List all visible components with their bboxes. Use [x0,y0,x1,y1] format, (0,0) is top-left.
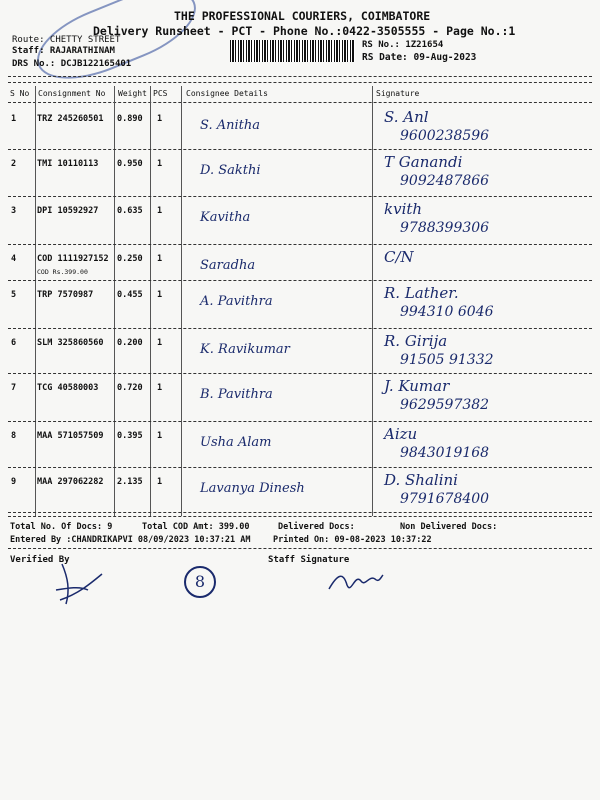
rs-number: RS No.: 1Z21654 [362,40,444,50]
row-sno: 8 [11,431,17,441]
row-weight: 0.720 [117,383,143,393]
row-separator [8,328,592,329]
row-consignment: MAA 297062282 [37,477,104,487]
barcode [230,40,355,62]
row-pcs: 1 [157,431,163,441]
row-phone: 91505 91332 [400,352,494,368]
row-sno: 4 [11,254,17,264]
company-title: THE PROFESSIONAL COURIERS, COIMBATORE [174,9,431,23]
row-signature: J. Kumar [384,377,450,395]
col-consignment: Consignment No [38,89,106,98]
row-separator [8,149,592,150]
row-pcs: 1 [157,290,163,300]
row-separator [8,244,592,245]
total-cod: Total COD Amt: 399.00 [142,522,250,532]
row-consignment: DPI 10592927 [37,206,99,216]
row-phone: 9791678400 [400,491,490,507]
runsheet-title: Delivery Runsheet - PCT - Phone No.:0422-3505555 - Page No.:1 [93,24,516,38]
row-separator [8,196,592,197]
row-consignment: TMI 10110113 [37,159,99,169]
row-pcs: 1 [157,383,163,393]
col-pcs: PCS [153,89,168,98]
row-separator [8,373,592,374]
delivered-docs: Delivered Docs: [278,522,355,532]
verification-circle-mark: 8 [184,566,216,598]
row-pcs: 1 [157,159,163,169]
row-pcs: 1 [157,254,163,264]
row-separator [8,512,592,513]
row-signature: Aizu [384,425,418,443]
row-signature: T Ganandi [384,153,463,171]
row-separator [8,467,592,468]
row-pcs: 1 [157,338,163,348]
row-consignment: SLM 325860560 [37,338,104,348]
row-consignment: TRZ 245260501 [37,114,104,124]
row-signature: S. Anl [384,108,429,126]
route: Route: CHETTY STREET [12,35,121,45]
staff-signature: Staff Signature [268,555,350,565]
row-consignee-name: Usha Alam [200,435,272,450]
row-weight: 0.890 [117,114,143,124]
row-cod-note: COD Rs.399.00 [37,268,88,276]
row-consignee-name: A. Pavithra [200,294,273,309]
col-sno: S No [10,89,30,98]
row-signature: kvith [384,200,423,218]
row-consignee-name: K. Ravikumar [200,342,290,357]
row-phone: 994310 6046 [400,304,494,320]
verified-by: Verified By [10,555,70,565]
entered-by: Entered By :CHANDRIKAPVI 08/09/2023 10:37:21 AM [10,535,251,545]
row-phone: 9788399306 [400,220,490,236]
col-weight: Weight [118,89,147,98]
non-delivered-docs: Non Delivered Docs: [400,522,498,532]
row-consignment: TCG 40580003 [37,383,99,393]
row-weight: 0.635 [117,206,143,216]
row-signature: C/N [384,248,414,266]
row-consignment: COD 1111927152 [37,254,109,264]
row-consignment: TRP 7570987 [37,290,94,300]
row-weight: 0.950 [117,159,143,169]
col-signature: Signature [376,89,420,98]
row-consignee-name: D. Sakthi [200,163,261,178]
row-sno: 6 [11,338,17,348]
staff: Staff: RAJARATHINAM [12,46,115,56]
row-weight: 0.455 [117,290,143,300]
row-weight: 2.135 [117,477,143,487]
col-consignee: Consignee Details [186,89,268,98]
row-separator [8,421,592,422]
row-signature: R. Lather. [384,284,459,302]
row-consignee-name: Lavanya Dinesh [200,481,305,496]
row-sno: 2 [11,159,17,169]
row-consignee-name: S. Anitha [200,118,260,133]
verifier-signature-mark [50,560,110,610]
rs-date: RS Date: 09-Aug-2023 [362,52,477,63]
row-pcs: 1 [157,477,163,487]
row-phone: 9629597382 [400,397,490,413]
printed-on: Printed On: 09-08-2023 10:37:22 [273,535,432,545]
row-pcs: 1 [157,114,163,124]
row-consignment: MAA 571057509 [37,431,104,441]
row-phone: 9843019168 [400,445,490,461]
row-consignee-name: Kavitha [200,210,251,225]
total-docs: Total No. Of Docs: 9 [10,522,113,532]
row-separator [8,280,592,281]
row-pcs: 1 [157,206,163,216]
row-weight: 0.250 [117,254,143,264]
row-weight: 0.395 [117,431,143,441]
row-phone: 9092487866 [400,173,490,189]
row-sno: 7 [11,383,17,393]
row-consignee-name: B. Pavithra [200,387,273,402]
row-phone: 9600238596 [400,128,490,144]
row-weight: 0.200 [117,338,143,348]
row-sno: 5 [11,290,17,300]
row-sno: 3 [11,206,17,216]
row-signature: D. Shalini [384,471,458,489]
row-sno: 1 [11,114,17,124]
row-signature: R. Girija [384,332,448,350]
drs-number: DRS No.: DCJB122165401 [12,59,132,69]
row-sno: 9 [11,477,17,487]
staff-signature-mark [325,565,385,597]
row-consignee-name: Saradha [200,258,256,273]
